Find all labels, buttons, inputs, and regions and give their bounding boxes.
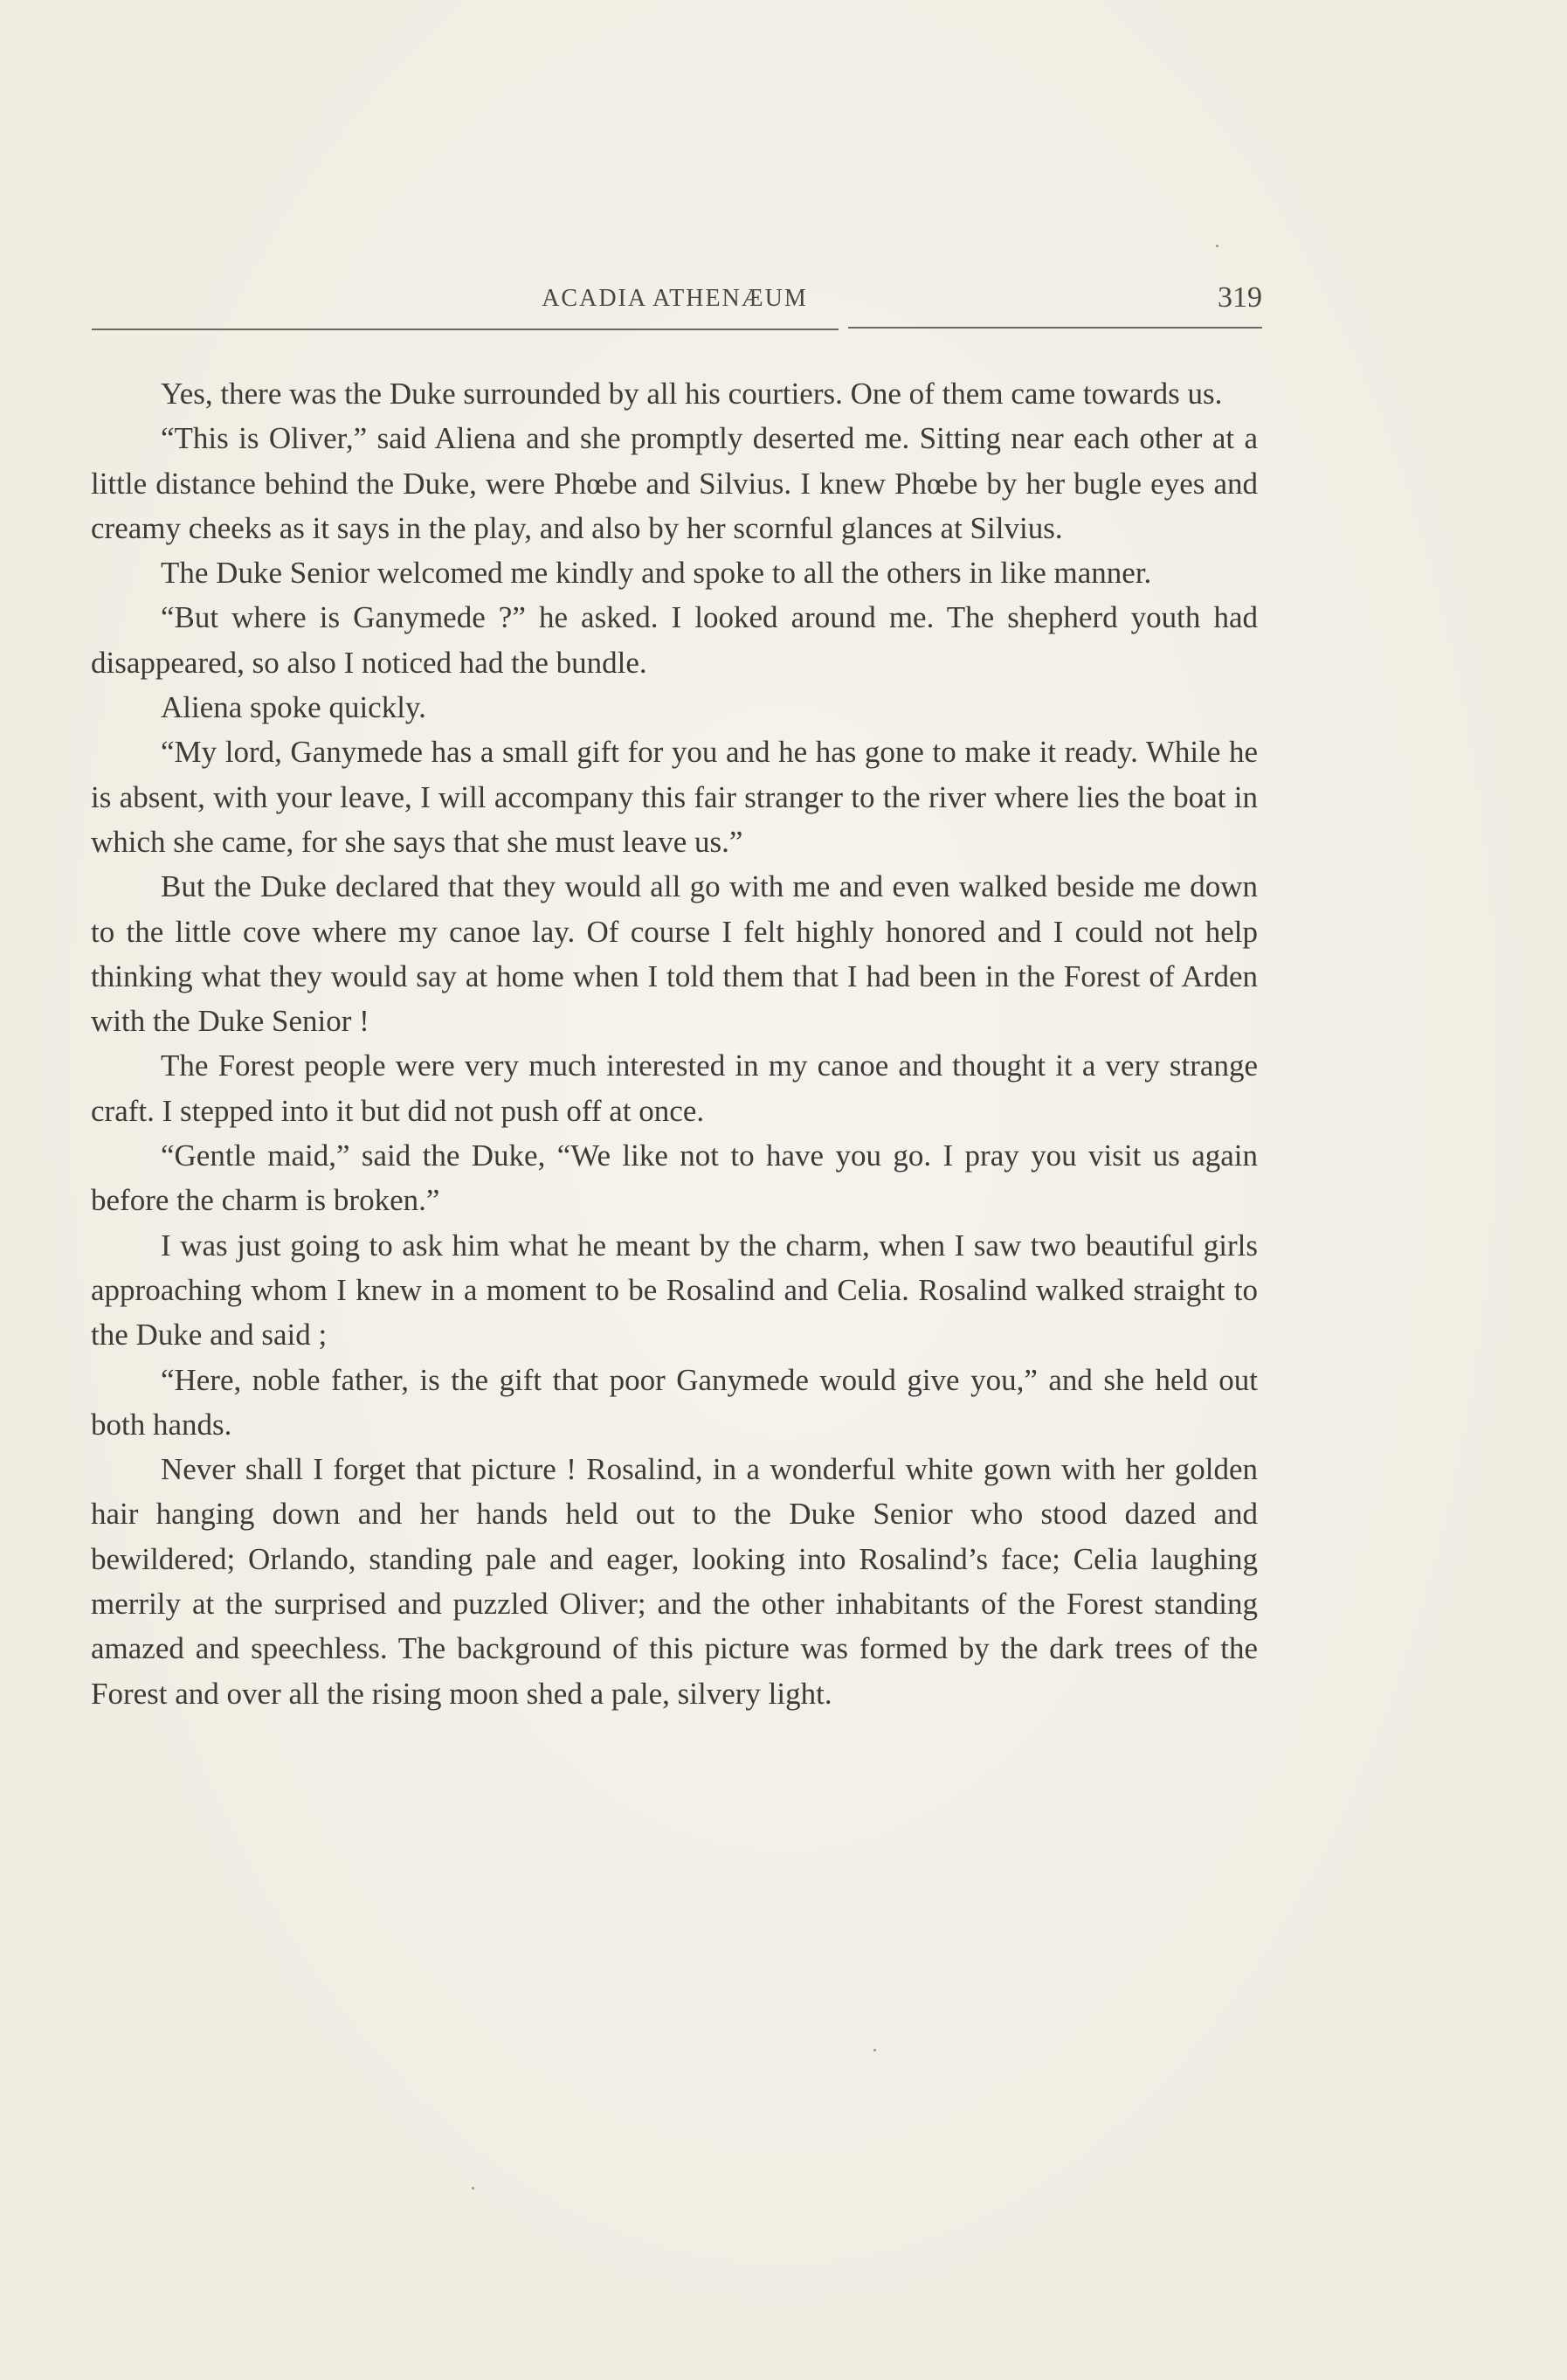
running-title: ACADIA ATHENÆUM <box>542 285 808 312</box>
paragraph: “But where is Ganymede ?” he asked. I looked around me. The shepherd youth had disappeared, so also I noticed had the bundle. <box>91 600 1258 680</box>
paragraph: But the Duke declared that they would all go with me and even walked beside me down to the little cove where my canoe lay. Of course I felt highly honored and I could not help thinking what they would say at home when I told them that I had been in the Forest of Arden with the Duke Senior ! <box>91 869 1258 1039</box>
paragraph: “Gentle maid,” said the Duke, “We like not to have you go. I pray you visit us again before the charm is broken.” <box>91 1138 1258 1218</box>
paragraph: Yes, there was the Duke surrounded by all his courtiers. One of them came towards us. <box>161 377 1223 411</box>
paragraph: “My lord, Ganymede has a small gift for you and he has gone to make it ready. While he is absent, with your leave, I will accompany this fair stranger to the river where lies the boat in which she came, for she says that she must leave us.” <box>91 735 1258 859</box>
paragraph: Aliena spoke quickly. <box>161 690 426 725</box>
running-head <box>92 281 1262 332</box>
header-rule-right <box>848 327 1262 329</box>
paragraph: “This is Oliver,” said Aliena and she promptly deserted me. Sitting near each other at a little distance behind the Duke, were Phœbe and Silvius. I knew Phœbe by her bugle eyes and creamy cheeks as it says in the play, and also by her scornful glances at Silvius. <box>91 421 1258 545</box>
paragraph: “Here, noble father, is the gift that poor Ganymede would give you,” and she held out both hands. <box>91 1362 1258 1442</box>
body-text <box>91 371 1258 1716</box>
header-rule-left <box>92 329 839 330</box>
paragraph: The Forest people were very much interested in my canoe and thought it a very strange craft. I stepped into it but did not push off at once. <box>91 1048 1258 1128</box>
paper-speck <box>472 2187 474 2190</box>
page-number: 319 <box>1218 281 1262 314</box>
paragraph: I was just going to ask him what he meant by the charm, when I saw two beautiful girls approaching whom I knew in a moment to be Rosalind and Celia. Rosalind walked straight to the Duke and said ; <box>91 1228 1258 1353</box>
paper-speck <box>873 2049 876 2051</box>
paper-speck <box>1216 245 1218 247</box>
paragraph: Never shall I forget that picture ! Rosalind, in a wonderful white gown with her golden hair hanging down and her hands held out to the Duke Senior who stood dazed and bewildered; Orlando, standing pale and eager, looking into Rosalind’s face; Celia laughing merrily at the surprised and puzzled Oliver; and the other inhabitants of the Forest standing amazed and speechless. The background of this picture was formed by the dark trees of the Forest and over all the rising moon shed a pale, silvery light. <box>91 1452 1258 1711</box>
paragraph: The Duke Senior welcomed me kindly and spoke to all the others in like manner. <box>161 556 1152 591</box>
